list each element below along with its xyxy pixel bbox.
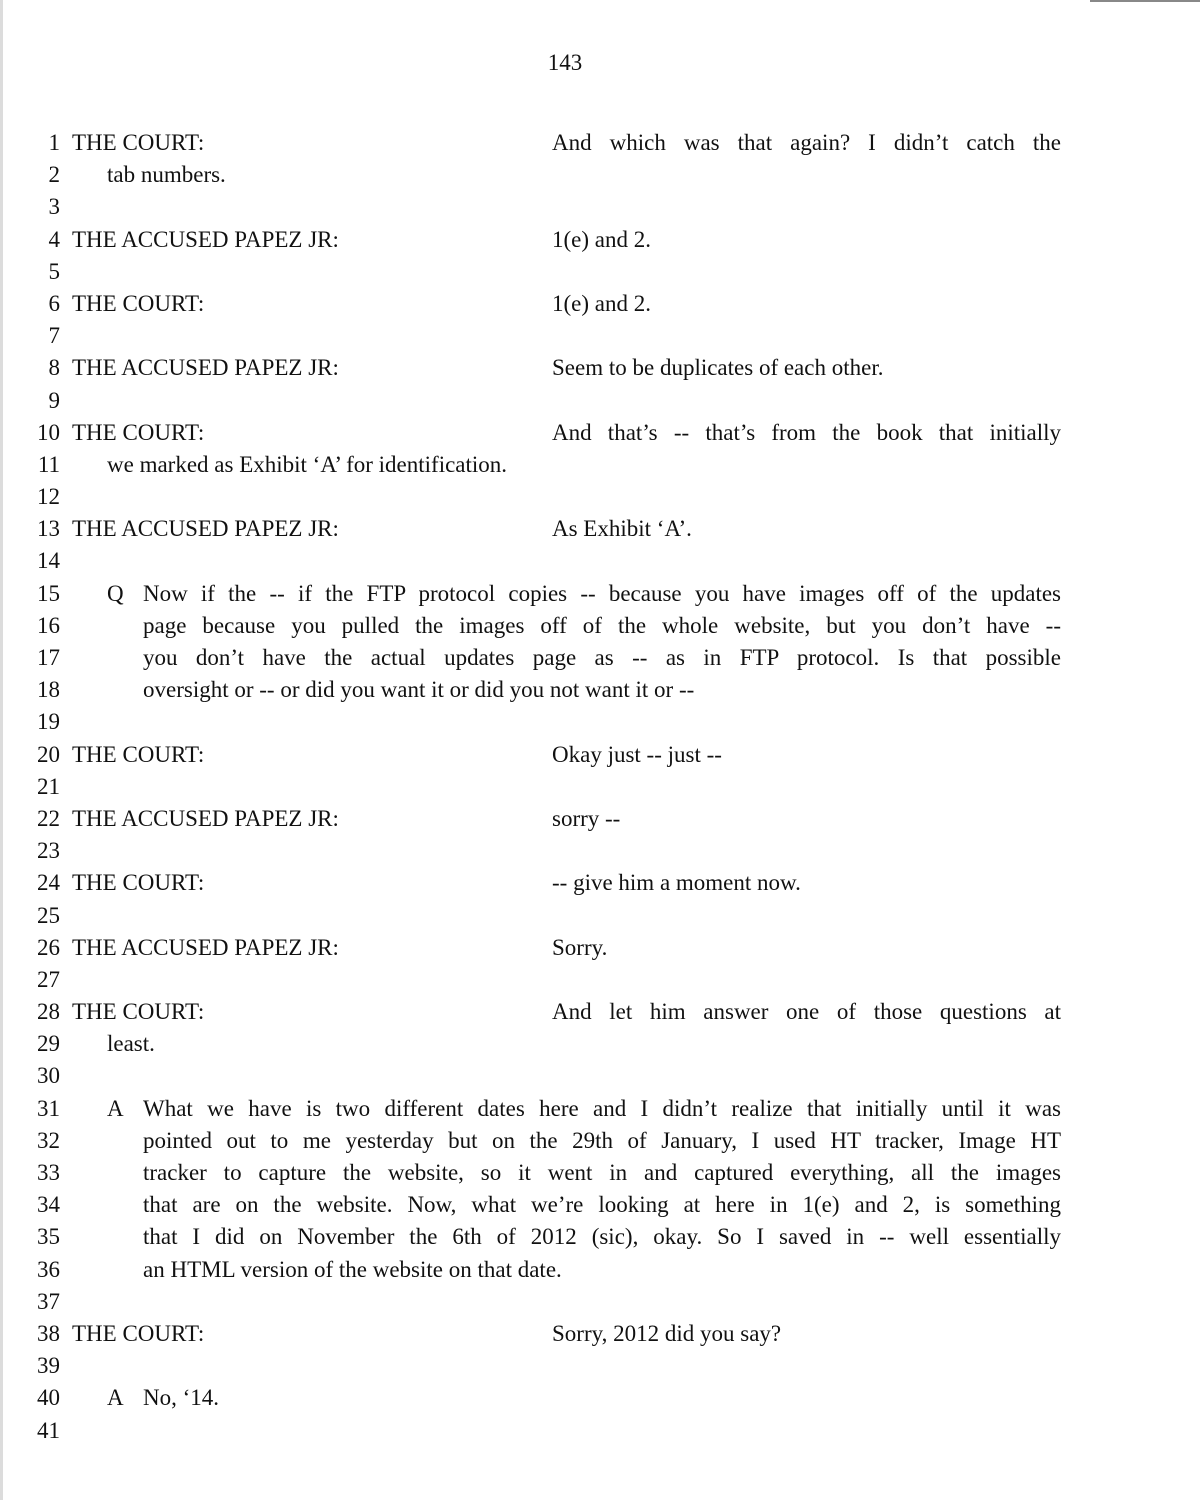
speaker-label: THE COURT:: [72, 870, 205, 896]
transcript-line: [0, 1189, 1200, 1221]
transcript-line: [0, 449, 1200, 481]
transcript-line: [0, 964, 1200, 996]
transcript-line: [0, 1286, 1200, 1318]
transcript-body: [0, 127, 1200, 1447]
statement-text: Sorry.: [552, 934, 608, 960]
page-number: 143: [547, 50, 583, 75]
line-number: 28: [37, 999, 60, 1025]
transcript-line: [0, 417, 1200, 449]
qa-marker: A: [107, 1095, 124, 1121]
line-number: 10: [37, 419, 60, 445]
continuation-text: least.: [107, 1031, 155, 1057]
line-number: 9: [48, 387, 60, 413]
transcript-line: [0, 1318, 1200, 1350]
speaker-label: THE COURT:: [72, 999, 205, 1025]
speaker-label: THE COURT:: [72, 741, 205, 767]
line-number: 16: [37, 612, 60, 638]
statement-text: Sorry, 2012 did you say?: [552, 1320, 782, 1346]
speaker-label: THE ACCUSED PAPEZ JR:: [72, 226, 339, 252]
transcript-line: [0, 1157, 1200, 1189]
line-number: 4: [48, 226, 60, 252]
line-number: 26: [37, 934, 60, 960]
top-edge-rule: [1090, 0, 1200, 2]
line-number: 39: [37, 1353, 60, 1379]
qa-marker: A: [107, 1385, 124, 1411]
qa-marker: Q: [107, 580, 124, 606]
qa-text: you don’t have the actual updates page as -- as in FTP protocol. Is that possible: [143, 645, 1061, 670]
transcript-line: [0, 1254, 1200, 1286]
line-number: 14: [37, 548, 60, 574]
transcript-line: [0, 803, 1200, 835]
line-number: 3: [48, 194, 60, 220]
transcript-line: [0, 481, 1200, 513]
line-number: 8: [48, 355, 60, 381]
speaker-label: THE ACCUSED PAPEZ JR:: [72, 355, 339, 381]
speaker-label: THE COURT:: [72, 419, 205, 445]
statement-text: As Exhibit ‘A’.: [552, 516, 692, 542]
speaker-label: THE ACCUSED PAPEZ JR:: [72, 934, 339, 960]
statement-text: 1(e) and 2.: [552, 226, 651, 252]
transcript-line: [0, 1382, 1200, 1414]
speaker-label: THE ACCUSED PAPEZ JR:: [72, 516, 339, 542]
transcript-line: [0, 288, 1200, 320]
transcript-line: [0, 1093, 1200, 1125]
line-number: 25: [37, 902, 60, 928]
transcript-line: [0, 578, 1200, 610]
transcript-line: [0, 739, 1200, 771]
transcript-line: [0, 771, 1200, 803]
statement-text: Okay just -- just --: [552, 741, 722, 767]
transcript-line: [0, 674, 1200, 706]
statement-text: And which was that again? I didn’t catch the: [552, 130, 1061, 155]
transcript-line: [0, 191, 1200, 223]
continuation-text: we marked as Exhibit ‘A’ for identification.: [107, 451, 508, 477]
line-number: 21: [37, 773, 60, 799]
line-number: 34: [37, 1192, 60, 1218]
qa-text: pointed out to me yesterday but on the 29th of January, I used HT tracker, Image HT: [143, 1127, 1061, 1153]
qa-text: What we have is two different dates here and I didn’t realize that initially until it was: [143, 1095, 1061, 1121]
line-number: 20: [37, 741, 60, 767]
line-number: 1: [48, 130, 60, 155]
speaker-label: THE COURT:: [72, 130, 205, 155]
speaker-label: THE COURT:: [72, 290, 205, 316]
qa-text: an HTML version of the website on that date.: [143, 1256, 562, 1282]
transcript-line: [0, 900, 1200, 932]
transcript-line: [0, 1125, 1200, 1157]
transcript-line: [0, 642, 1200, 674]
line-number: 32: [37, 1127, 60, 1153]
line-number: 11: [37, 451, 60, 477]
transcript-line: [0, 320, 1200, 352]
line-number: 2: [48, 162, 60, 188]
transcript-line: [0, 996, 1200, 1028]
statement-text: And let him answer one of those questions at: [552, 999, 1061, 1025]
speaker-label: THE COURT:: [72, 1320, 205, 1346]
line-number: 18: [37, 677, 60, 703]
qa-text: that I did on November the 6th of 2012 (sic), okay. So I saved in -- well essentially: [143, 1224, 1061, 1250]
transcript-line: [0, 932, 1200, 964]
line-number: 7: [48, 323, 60, 349]
line-number: 37: [37, 1288, 60, 1314]
transcript-line: [0, 127, 1200, 159]
transcript-line: [0, 1060, 1200, 1092]
line-number: 5: [48, 258, 60, 284]
qa-text: that are on the website. Now, what we’re looking at here in 1(e) and 2, is something: [143, 1192, 1061, 1218]
line-number: 29: [37, 1031, 60, 1057]
transcript-line: [0, 1415, 1200, 1447]
statement-text: Seem to be duplicates of each other.: [552, 355, 884, 381]
transcript-line: [0, 1028, 1200, 1060]
line-number: 27: [37, 966, 60, 992]
statement-text: 1(e) and 2.: [552, 290, 651, 316]
line-number: 33: [37, 1160, 60, 1185]
line-number: 35: [37, 1224, 60, 1250]
line-number: 23: [37, 838, 60, 864]
line-number: 31: [37, 1095, 60, 1121]
transcript-line: [0, 835, 1200, 867]
transcript-line: [0, 224, 1200, 256]
line-number: 30: [37, 1063, 60, 1089]
line-number: 40: [37, 1385, 60, 1411]
continuation-text: tab numbers.: [107, 162, 226, 188]
line-number: 19: [37, 709, 60, 735]
line-number: 41: [37, 1417, 60, 1443]
transcript-line: [0, 545, 1200, 577]
line-number: 15: [37, 580, 60, 606]
transcript-line: [0, 385, 1200, 417]
qa-text: oversight or -- or did you want it or did you not want it or --: [143, 677, 695, 703]
speaker-label: THE ACCUSED PAPEZ JR:: [72, 805, 339, 831]
qa-text: Now if the -- if the FTP protocol copies -- because you have images off of the updates: [143, 580, 1061, 606]
transcript-line: [0, 159, 1200, 191]
transcript-line: [0, 610, 1200, 642]
line-number: 22: [37, 805, 60, 831]
transcript-line: [0, 513, 1200, 545]
statement-text: And that’s -- that’s from the book that initially: [552, 419, 1061, 445]
line-number: 13: [37, 516, 60, 542]
statement-text: sorry --: [552, 805, 621, 831]
statement-text: -- give him a moment now.: [552, 870, 801, 896]
line-number: 38: [37, 1320, 60, 1346]
line-number: 6: [48, 290, 60, 316]
qa-text: page because you pulled the images off of the whole website, but you don’t have --: [143, 612, 1061, 638]
line-number: 24: [37, 870, 60, 896]
qa-text: No, ‘14.: [143, 1385, 220, 1411]
qa-text: tracker to capture the website, so it went in and captured everything, all the images: [143, 1160, 1061, 1185]
transcript-line: [0, 867, 1200, 899]
line-number: 17: [37, 645, 60, 670]
transcript-line: [0, 1221, 1200, 1253]
transcript-line: [0, 352, 1200, 384]
transcript-line: [0, 706, 1200, 738]
transcript-line: [0, 256, 1200, 288]
line-number: 36: [37, 1256, 60, 1282]
line-number: 12: [37, 484, 60, 510]
transcript-line: [0, 1350, 1200, 1382]
